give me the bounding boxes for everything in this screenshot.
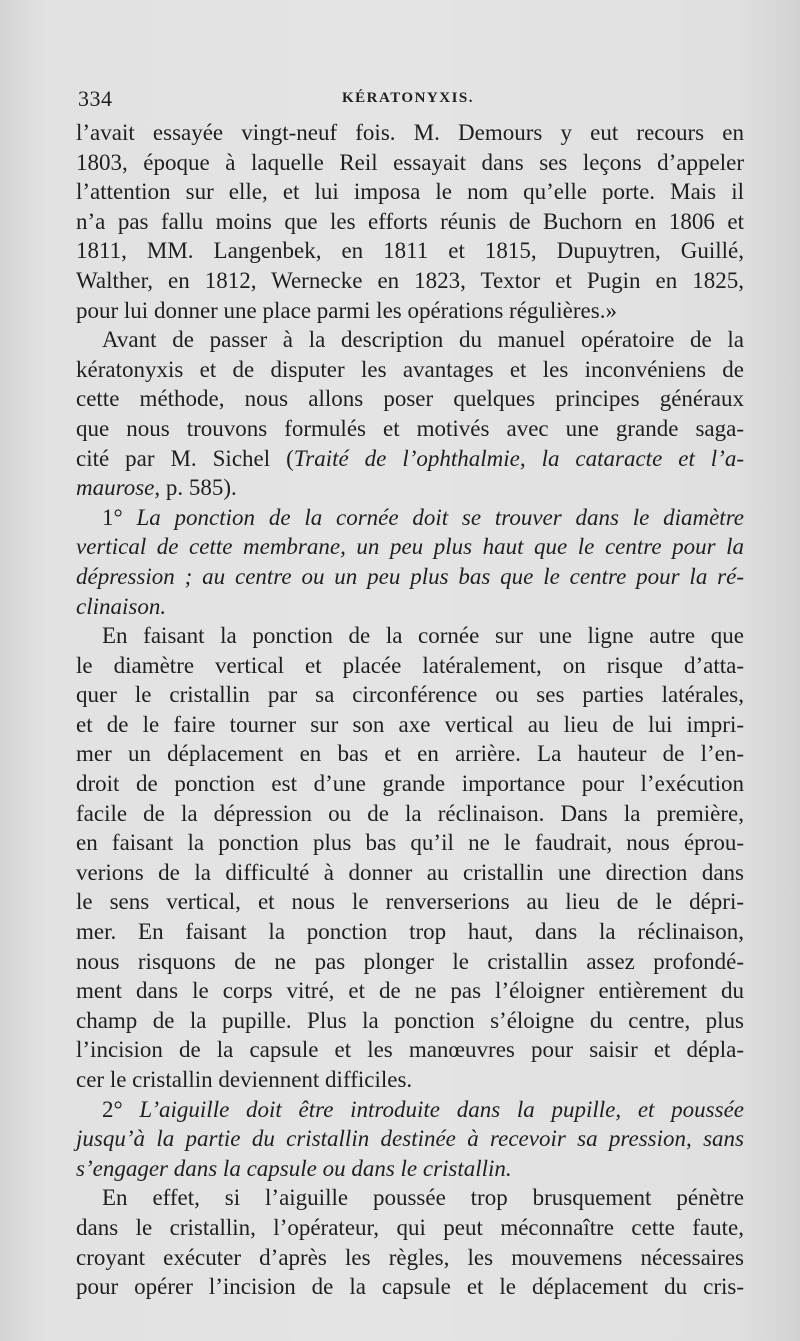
text-line: l’avait essayée vingt-neuf fois. M. Demours y eut recours en xyxy=(76,120,744,145)
text-line: vertical de cette membrane, un peu plus haut que le centre pour la xyxy=(76,534,744,560)
book-title-italic: Traité de l’ophthalmie, la cataracte et l’a- xyxy=(293,445,744,471)
text-line: dépression ; au centre ou un peu plus bas que le centre pour la ré- xyxy=(76,563,744,589)
text-segment: cité par M. Sichel ( xyxy=(76,445,294,471)
text-line: le diamètre vertical et placée latéralement, on risque d’atta- xyxy=(76,652,744,678)
book-title-italic: maurose xyxy=(76,475,155,501)
text-line: l’incision de la capsule et les manœuvres pour saisir et dépla- xyxy=(76,1037,744,1063)
text-line: 1803, époque à laquelle Reil essayait dans ses leçons d’appeler xyxy=(76,149,744,175)
text-line: croyant exécuter d’après les règles, les mouvemens nécessaires xyxy=(76,1244,744,1270)
text-line: s’engager dans la capsule ou dans le cristallin. xyxy=(76,1155,512,1181)
text-line: nous risquons de ne pas plonger le cristallin assez profondé- xyxy=(76,948,744,974)
text-segment: , p. 585). xyxy=(154,475,237,501)
text-line: que nous trouvons formulés et motivés avec une grande saga- xyxy=(76,415,744,441)
text-line: Walther, en 1812, Wernecke en 1823, Textor et Pugin en 1825, xyxy=(76,267,744,293)
text-line: cer le cristallin deviennent difficiles. xyxy=(76,1067,413,1092)
text-line: l’attention sur elle, et lui imposa le nom qu’elle porte. Mais il xyxy=(76,179,744,205)
text-line: kératonyxis et de disputer les avantages et les inconvéniens de xyxy=(76,356,744,382)
text-line: Avant de passer à la description du manuel opératoire de la xyxy=(102,327,744,353)
text-line: droit de ponction est d’une grande importance pour l’exécution xyxy=(76,771,744,797)
text-line: pour lui donner une place parmi les opérations régulières.» xyxy=(76,297,617,323)
principle-text: L’aiguille doit être introduite dans la pupille, et poussée xyxy=(139,1096,744,1122)
text-line: champ de la pupille. Plus la ponction s’éloigne du centre, plus xyxy=(76,1007,744,1033)
principle-text: La ponction de la cornée doit se trouver dans le diamètre xyxy=(136,504,744,530)
text-line: n’a pas fallu moins que les efforts réunis de Buchorn en 1806 et xyxy=(76,208,744,234)
text-line xyxy=(76,1095,744,1125)
text-line: facile de la dépression ou de la réclinaison. Dans la première, xyxy=(76,800,744,826)
text-line: mer un déplacement en bas et en arrière. La hauteur de l’en- xyxy=(76,741,744,767)
text-line: quer le cristallin par sa circonférence ou ses parties latérales, xyxy=(76,682,744,708)
text-line: le sens vertical, et nous le renverserions au lieu de le dépri- xyxy=(76,889,744,915)
principle-number: 2° xyxy=(102,1096,140,1122)
text-line: dans le cristallin, l’opérateur, qui peut méconnaître cette faute, xyxy=(76,1214,744,1240)
text-line: 1811, MM. Langenbek, en 1811 et 1815, Dupuytren, Guillé, xyxy=(76,238,744,264)
text-line: en faisant la ponction plus bas qu’il ne le faudrait, nous éprou- xyxy=(76,830,744,856)
text-line: clinaison. xyxy=(76,593,167,619)
text-line: cette méthode, nous allons poser quelques principes généraux xyxy=(76,386,744,412)
text-line: et de le faire tourner sur son axe vertical au lieu de lui impri- xyxy=(76,711,744,737)
body-text xyxy=(76,118,744,1302)
text-line: En faisant la ponction de la cornée sur une ligne autre que xyxy=(102,623,744,649)
text-line xyxy=(76,473,744,503)
principle-number: 1° xyxy=(102,504,137,530)
text-line: verions de la difficulté à donner au cristallin une direction dans xyxy=(76,859,744,885)
page-number: 334 xyxy=(78,86,113,111)
text-line: mer. En faisant la ponction trop haut, dans la réclinaison, xyxy=(76,919,744,945)
running-head xyxy=(78,86,738,116)
text-line: pour opérer l’incision de la capsule et le déplacement du cris- xyxy=(76,1274,744,1300)
text-line: ment dans le corps vitré, et de ne pas l’éloigner entièrement du xyxy=(76,978,744,1004)
text-line xyxy=(76,503,744,533)
text-line: En effet, si l’aiguille poussée trop brusquement pénètre xyxy=(102,1185,744,1211)
running-title: KÉRATONYXIS. xyxy=(341,90,475,106)
text-line: jusqu’à la partie du cristallin destinée à recevoir sa pression, sans xyxy=(76,1126,744,1152)
text-line xyxy=(76,444,744,474)
